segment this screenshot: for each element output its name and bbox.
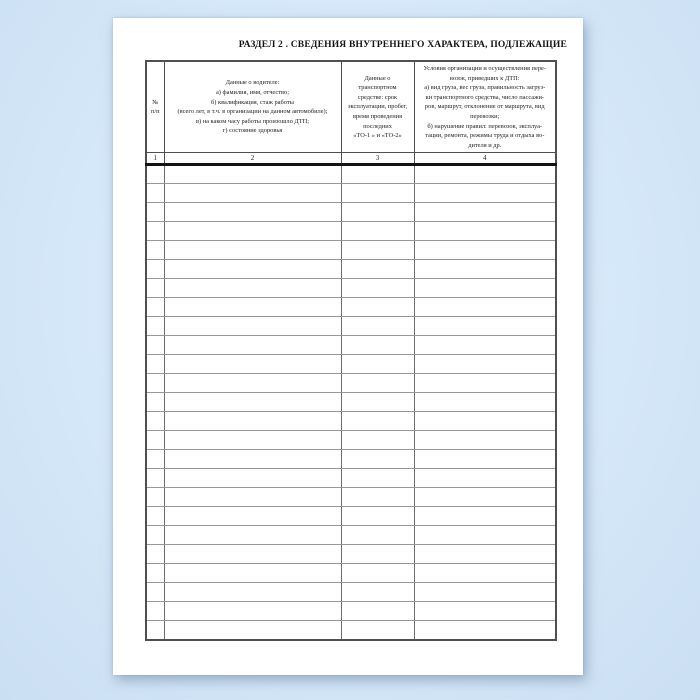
empty-cell xyxy=(341,621,414,640)
empty-cell xyxy=(414,431,556,450)
empty-cell xyxy=(146,279,164,298)
empty-cell xyxy=(146,355,164,374)
empty-cell xyxy=(414,298,556,317)
header-cell-conditions xyxy=(414,61,556,153)
empty-cell xyxy=(341,184,414,203)
empty-cell xyxy=(414,469,556,488)
table-row xyxy=(146,222,556,241)
empty-cell xyxy=(164,431,341,450)
empty-cell xyxy=(146,488,164,507)
vehicle-header-line: эксплуатации, пробег, xyxy=(347,103,408,111)
empty-cell xyxy=(146,184,164,203)
empty-cell xyxy=(341,222,414,241)
empty-cell xyxy=(146,165,164,184)
vehicle-header-line: Данные о xyxy=(364,74,391,82)
empty-cell xyxy=(341,507,414,526)
empty-cell xyxy=(164,165,341,184)
empty-cell xyxy=(146,222,164,241)
document-page xyxy=(113,18,583,675)
empty-cell xyxy=(341,317,414,336)
empty-cell xyxy=(414,279,556,298)
empty-cell xyxy=(146,336,164,355)
column-number-cell: 4 xyxy=(414,153,556,165)
vehicle-header-line: средстве: срок xyxy=(357,93,398,101)
empty-cell xyxy=(414,355,556,374)
empty-cell xyxy=(146,203,164,222)
table-row xyxy=(146,469,556,488)
empty-cell xyxy=(146,450,164,469)
table-body xyxy=(146,165,556,640)
driver-header-title: Данные о водителе: xyxy=(225,79,280,87)
conditions-header-line: ки транспортного средства, число пассажи- xyxy=(425,93,545,101)
empty-cell xyxy=(341,279,414,298)
empty-cell xyxy=(146,241,164,260)
table-row xyxy=(146,184,556,203)
empty-cell xyxy=(164,374,341,393)
empty-cell xyxy=(341,241,414,260)
table-row xyxy=(146,393,556,412)
empty-cell xyxy=(414,602,556,621)
empty-cell xyxy=(414,583,556,602)
column-number-cell: 2 xyxy=(164,153,341,165)
empty-cell xyxy=(164,564,341,583)
empty-cell xyxy=(164,526,341,545)
vehicle-header-line: «ТО-1 » и «ТО-2» xyxy=(353,132,402,140)
empty-cell xyxy=(164,241,341,260)
empty-cell xyxy=(146,526,164,545)
number-label-line1: № xyxy=(152,98,159,106)
empty-cell xyxy=(414,241,556,260)
empty-cell xyxy=(341,165,414,184)
table-row xyxy=(146,507,556,526)
conditions-header-line: перевозки; xyxy=(470,112,500,120)
column-number-cell: 3 xyxy=(341,153,414,165)
empty-cell xyxy=(146,260,164,279)
empty-cell xyxy=(341,564,414,583)
empty-cell xyxy=(146,393,164,412)
header-row xyxy=(146,61,556,153)
empty-cell xyxy=(414,621,556,640)
empty-cell xyxy=(146,507,164,526)
empty-cell xyxy=(414,184,556,203)
empty-cell xyxy=(414,222,556,241)
table-row xyxy=(146,336,556,355)
table-row xyxy=(146,545,556,564)
empty-cell xyxy=(341,336,414,355)
table-row xyxy=(146,621,556,640)
empty-cell xyxy=(341,450,414,469)
empty-cell xyxy=(164,393,341,412)
table-row xyxy=(146,298,556,317)
empty-cell xyxy=(164,507,341,526)
section-title: РАЗДЕЛ 2 . СВЕДЕНИЯ ВНУТРЕННЕГО ХАРАКТЕРА, ПОДЛЕЖАЩИЕ xyxy=(238,40,567,50)
empty-cell xyxy=(146,621,164,640)
empty-cell xyxy=(164,203,341,222)
column-numbers-row xyxy=(146,153,556,165)
empty-cell xyxy=(164,298,341,317)
empty-cell xyxy=(164,602,341,621)
empty-cell xyxy=(414,507,556,526)
empty-cell xyxy=(146,564,164,583)
empty-cell xyxy=(341,298,414,317)
empty-cell xyxy=(164,488,341,507)
table-row xyxy=(146,241,556,260)
empty-cell xyxy=(146,412,164,431)
empty-cell xyxy=(341,355,414,374)
empty-cell xyxy=(341,374,414,393)
driver-header-line: в) на каком часу работы произошло ДТП; xyxy=(195,117,310,125)
conditions-header-line: тации, ремонта, режимы труда и отдыха во- xyxy=(425,132,545,140)
empty-cell xyxy=(414,260,556,279)
empty-cell xyxy=(164,279,341,298)
empty-cell xyxy=(414,412,556,431)
empty-cell xyxy=(146,374,164,393)
empty-cell xyxy=(164,583,341,602)
empty-cell xyxy=(164,450,341,469)
empty-cell xyxy=(341,488,414,507)
empty-cell xyxy=(414,203,556,222)
empty-cell xyxy=(341,545,414,564)
empty-cell xyxy=(414,374,556,393)
vehicle-header-line: транспортном xyxy=(358,84,397,92)
table-row xyxy=(146,583,556,602)
empty-cell xyxy=(164,412,341,431)
table-row xyxy=(146,450,556,469)
empty-cell xyxy=(341,431,414,450)
empty-cell xyxy=(164,184,341,203)
empty-cell xyxy=(146,298,164,317)
conditions-header-line: б) нарушение правил: перевозок, эксплуа- xyxy=(427,122,543,130)
empty-cell xyxy=(146,545,164,564)
vehicle-header-line: время проведения xyxy=(352,112,403,120)
empty-cell xyxy=(414,564,556,583)
header-cell-vehicle xyxy=(341,61,414,153)
empty-cell xyxy=(341,469,414,488)
table-row xyxy=(146,564,556,583)
empty-cell xyxy=(164,336,341,355)
empty-cell xyxy=(146,602,164,621)
table-row xyxy=(146,602,556,621)
table-row xyxy=(146,260,556,279)
driver-header-line: а) фамилия, имя, отчество; xyxy=(215,88,290,96)
empty-cell xyxy=(414,317,556,336)
empty-cell xyxy=(164,317,341,336)
header-cell-driver xyxy=(164,61,341,153)
empty-cell xyxy=(164,621,341,640)
empty-cell xyxy=(164,545,341,564)
driver-header-line: (всего лет, в т.ч. в организации на данном автомобиле); xyxy=(177,108,328,116)
conditions-header-line: Условия организации и осуществления пере- xyxy=(423,65,546,72)
table-row xyxy=(146,488,556,507)
empty-cell xyxy=(164,260,341,279)
empty-cell xyxy=(164,222,341,241)
empty-cell xyxy=(414,165,556,184)
empty-cell xyxy=(414,450,556,469)
header-cell-number xyxy=(146,61,164,153)
conditions-header-line: ров, маршрут, отклонение от маршрута, вид xyxy=(424,103,545,111)
conditions-header-line: дителя и др. xyxy=(468,141,502,149)
empty-cell xyxy=(414,526,556,545)
column-number-cell: 1 xyxy=(146,153,164,165)
empty-cell xyxy=(341,602,414,621)
conditions-header-line: а) вид груза, вес груза, правильность загруз- xyxy=(424,84,546,92)
table-row xyxy=(146,165,556,184)
empty-cell xyxy=(341,526,414,545)
empty-cell xyxy=(146,317,164,336)
empty-cell xyxy=(341,583,414,602)
table-header xyxy=(146,61,556,165)
empty-cell xyxy=(414,545,556,564)
table-row xyxy=(146,526,556,545)
empty-cell xyxy=(164,355,341,374)
table-row xyxy=(146,412,556,431)
empty-cell xyxy=(146,469,164,488)
driver-header-line: г) состояние здоровья xyxy=(222,127,283,135)
vehicle-header-line: последних xyxy=(363,122,392,130)
accident-record-table xyxy=(145,60,557,641)
table-row xyxy=(146,203,556,222)
empty-cell xyxy=(414,393,556,412)
empty-cell xyxy=(164,469,341,488)
number-label-line2: п/п xyxy=(150,108,160,116)
table-row xyxy=(146,355,556,374)
driver-header-line: б) квалификация, стаж работы xyxy=(211,98,294,106)
table-row xyxy=(146,431,556,450)
empty-cell xyxy=(414,336,556,355)
empty-cell xyxy=(414,488,556,507)
table-row xyxy=(146,317,556,336)
table-row xyxy=(146,279,556,298)
empty-cell xyxy=(341,260,414,279)
conditions-header-line: возок, приведших к ДТП: xyxy=(449,74,520,82)
empty-cell xyxy=(341,412,414,431)
table-row xyxy=(146,374,556,393)
empty-cell xyxy=(146,431,164,450)
empty-cell xyxy=(146,583,164,602)
empty-cell xyxy=(341,203,414,222)
empty-cell xyxy=(341,393,414,412)
